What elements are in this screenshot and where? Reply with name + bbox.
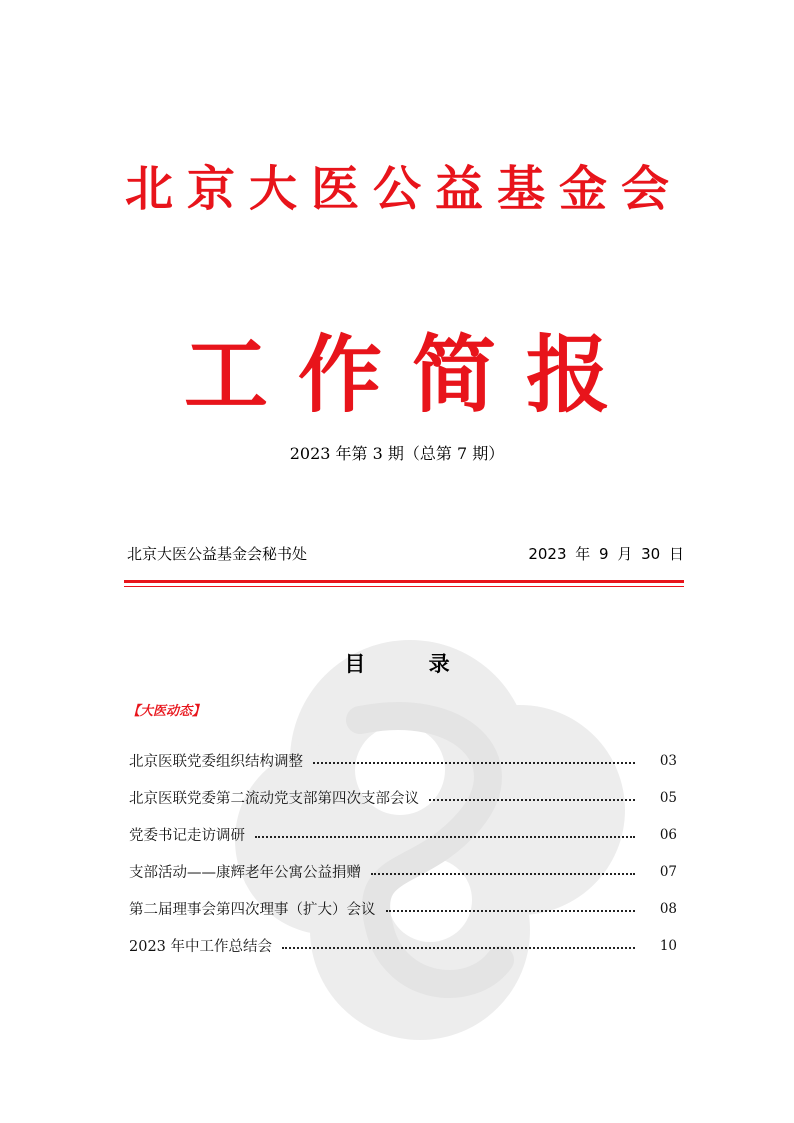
toc-item-page: 06 (659, 826, 677, 843)
toc-item-page: 10 (659, 937, 677, 954)
toc-item[interactable] (129, 890, 677, 927)
toc-item-title: 北京医联党委第二流动党支部第四次支部会议 (129, 791, 419, 807)
section-tag: 【大医动态】 (127, 704, 206, 719)
toc-item-page: 07 (659, 863, 677, 880)
divider-thin (124, 586, 684, 587)
toc-item[interactable] (129, 853, 677, 890)
toc-leader-dots (313, 762, 635, 764)
toc-item-title: 党委书记走访调研 (129, 828, 245, 844)
toc-item-page: 05 (659, 789, 677, 806)
issue-line: 2023 年第 3 期（总第 7 期） (289, 444, 505, 463)
toc-item[interactable] (129, 816, 677, 853)
toc-leader-dots (282, 947, 635, 949)
publication-title: 工作简报 (183, 326, 640, 424)
toc-item-title: 2023 年中工作总结会 (129, 939, 273, 955)
toc-leader-dots (386, 910, 636, 912)
toc-item-title: 支部活动——康辉老年公寓公益捐赠 (129, 865, 361, 881)
toc-item-title: 北京医联党委组织结构调整 (129, 754, 303, 770)
toc-leader-dots (255, 836, 635, 838)
toc-item[interactable] (129, 742, 677, 779)
toc-leader-dots (371, 873, 635, 875)
toc-item-page: 08 (659, 900, 677, 917)
issuer-label: 北京大医公益基金会秘书处 (127, 545, 308, 563)
toc-list (129, 742, 677, 964)
divider-thick (124, 580, 684, 583)
org-title: 北京大医公益基金会 (124, 161, 683, 217)
toc-item[interactable] (129, 779, 677, 816)
toc-heading: 目 录 (344, 652, 478, 676)
issue-date: 2023 年 9 月 30 日 (528, 545, 684, 563)
toc-item[interactable] (129, 927, 677, 964)
toc-leader-dots (429, 799, 635, 801)
toc-item-page: 03 (659, 752, 677, 769)
toc-item-title: 第二届理事会第四次理事（扩大）会议 (129, 902, 376, 918)
